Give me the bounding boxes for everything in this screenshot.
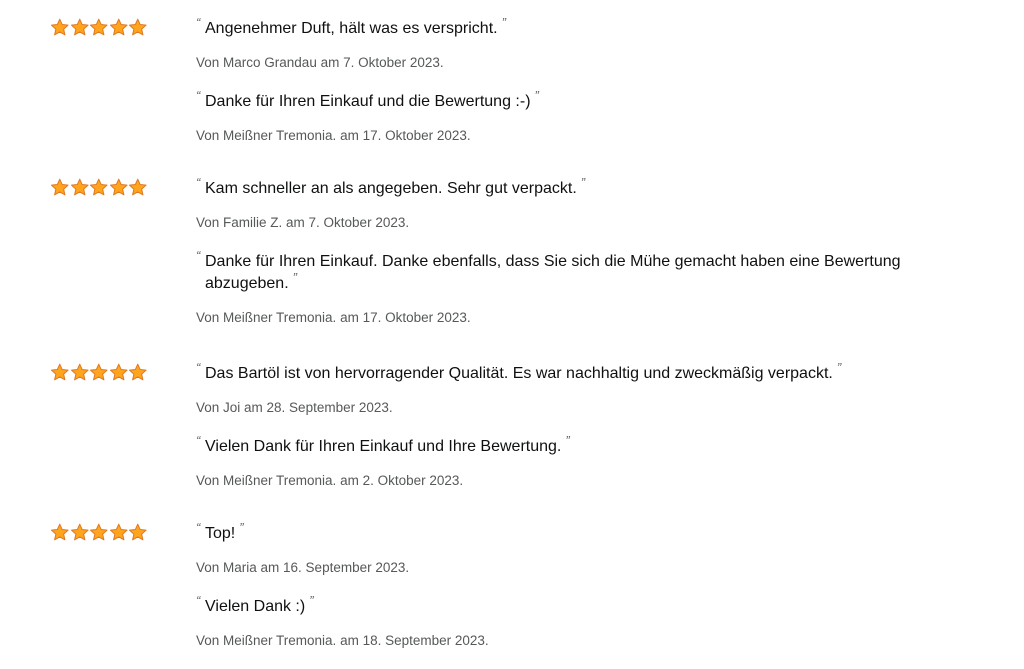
review-byline: Von Marco Grandau am 7. Oktober 2023. bbox=[196, 55, 444, 70]
seller-reply-body: Vielen Dank für Ihren Einkauf und Ihre Bewertung. bbox=[205, 438, 562, 455]
open-quote-icon: “ bbox=[196, 433, 201, 448]
star-icon bbox=[70, 363, 90, 382]
seller-reply-byline: Von Meißner Tremonia. am 17. Oktober 2023. bbox=[196, 128, 471, 143]
review-text bbox=[196, 520, 966, 545]
close-quote-icon: ” bbox=[501, 15, 506, 30]
review-byline: Von Joi am 28. September 2023. bbox=[196, 400, 393, 415]
close-quote-icon: ” bbox=[565, 433, 570, 448]
close-quote-icon: ” bbox=[836, 360, 842, 375]
seller-reply-text bbox=[196, 593, 966, 618]
review-text-body: Kam schneller an als angegeben. Sehr gut verpackt. bbox=[205, 180, 577, 197]
seller-reply-text bbox=[196, 433, 966, 458]
review-text bbox=[196, 15, 966, 40]
star-icon bbox=[70, 178, 90, 197]
close-quote-icon: ” bbox=[292, 270, 297, 285]
star-rating bbox=[50, 178, 148, 197]
star-icon bbox=[89, 18, 109, 37]
review-content bbox=[196, 520, 966, 650]
close-quote-icon: ” bbox=[534, 88, 539, 103]
star-rating bbox=[50, 523, 148, 542]
open-quote-icon: “ bbox=[196, 520, 201, 535]
star-icon bbox=[109, 178, 129, 197]
star-icon bbox=[89, 363, 109, 382]
review-text bbox=[196, 360, 966, 385]
star-icon bbox=[109, 18, 129, 37]
star-icon bbox=[50, 523, 70, 542]
open-quote-icon: “ bbox=[196, 15, 201, 30]
star-icon bbox=[50, 18, 70, 37]
star-icon bbox=[128, 178, 148, 197]
star-icon bbox=[109, 523, 129, 542]
star-icon bbox=[50, 178, 70, 197]
open-quote-icon: “ bbox=[196, 88, 201, 103]
star-icon bbox=[128, 18, 148, 37]
seller-reply-body: Danke für Ihren Einkauf und die Bewertung :-) bbox=[205, 93, 531, 110]
seller-reply-body: Vielen Dank :) bbox=[205, 598, 306, 615]
star-icon bbox=[70, 18, 90, 37]
star-icon bbox=[89, 523, 109, 542]
star-icon bbox=[89, 178, 109, 197]
seller-reply-body: Danke für Ihren Einkauf. Danke ebenfalls, dass Sie sich die Mühe gemacht haben eine Bewertung abzugeben. bbox=[205, 253, 901, 292]
seller-reply-text bbox=[196, 88, 966, 113]
review-content bbox=[196, 175, 966, 327]
seller-reply-byline: Von Meißner Tremonia. am 17. Oktober 2023. bbox=[196, 310, 471, 325]
star-icon bbox=[109, 363, 129, 382]
seller-reply-byline: Von Meißner Tremonia. am 2. Oktober 2023. bbox=[196, 473, 464, 488]
seller-reply-text bbox=[196, 248, 966, 295]
open-quote-icon: “ bbox=[196, 360, 201, 375]
close-quote-icon: ” bbox=[239, 520, 244, 535]
open-quote-icon: “ bbox=[196, 593, 201, 608]
close-quote-icon: ” bbox=[580, 175, 586, 190]
review-byline: Von Maria am 16. September 2023. bbox=[196, 560, 410, 575]
open-quote-icon: “ bbox=[196, 175, 201, 190]
open-quote-icon: “ bbox=[196, 248, 201, 263]
star-icon bbox=[50, 363, 70, 382]
seller-reply-byline: Von Meißner Tremonia. am 18. September 2023. bbox=[196, 633, 489, 648]
review-content bbox=[196, 15, 966, 145]
review-text-body: Top! bbox=[205, 525, 236, 542]
star-rating bbox=[50, 363, 148, 382]
star-icon bbox=[128, 523, 148, 542]
star-icon bbox=[70, 523, 90, 542]
close-quote-icon: ” bbox=[309, 593, 314, 608]
star-rating bbox=[50, 18, 148, 37]
review-text bbox=[196, 175, 966, 200]
review-content bbox=[196, 360, 966, 490]
review-byline: Von Familie Z. am 7. Oktober 2023. bbox=[196, 215, 410, 230]
star-icon bbox=[128, 363, 148, 382]
review-text-body: Angenehmer Duft, hält was es verspricht. bbox=[205, 20, 498, 37]
review-text-body: Das Bartöl ist von hervorragender Qualität. Es war nachhaltig und zweckmäßig verpackt. bbox=[205, 365, 833, 382]
